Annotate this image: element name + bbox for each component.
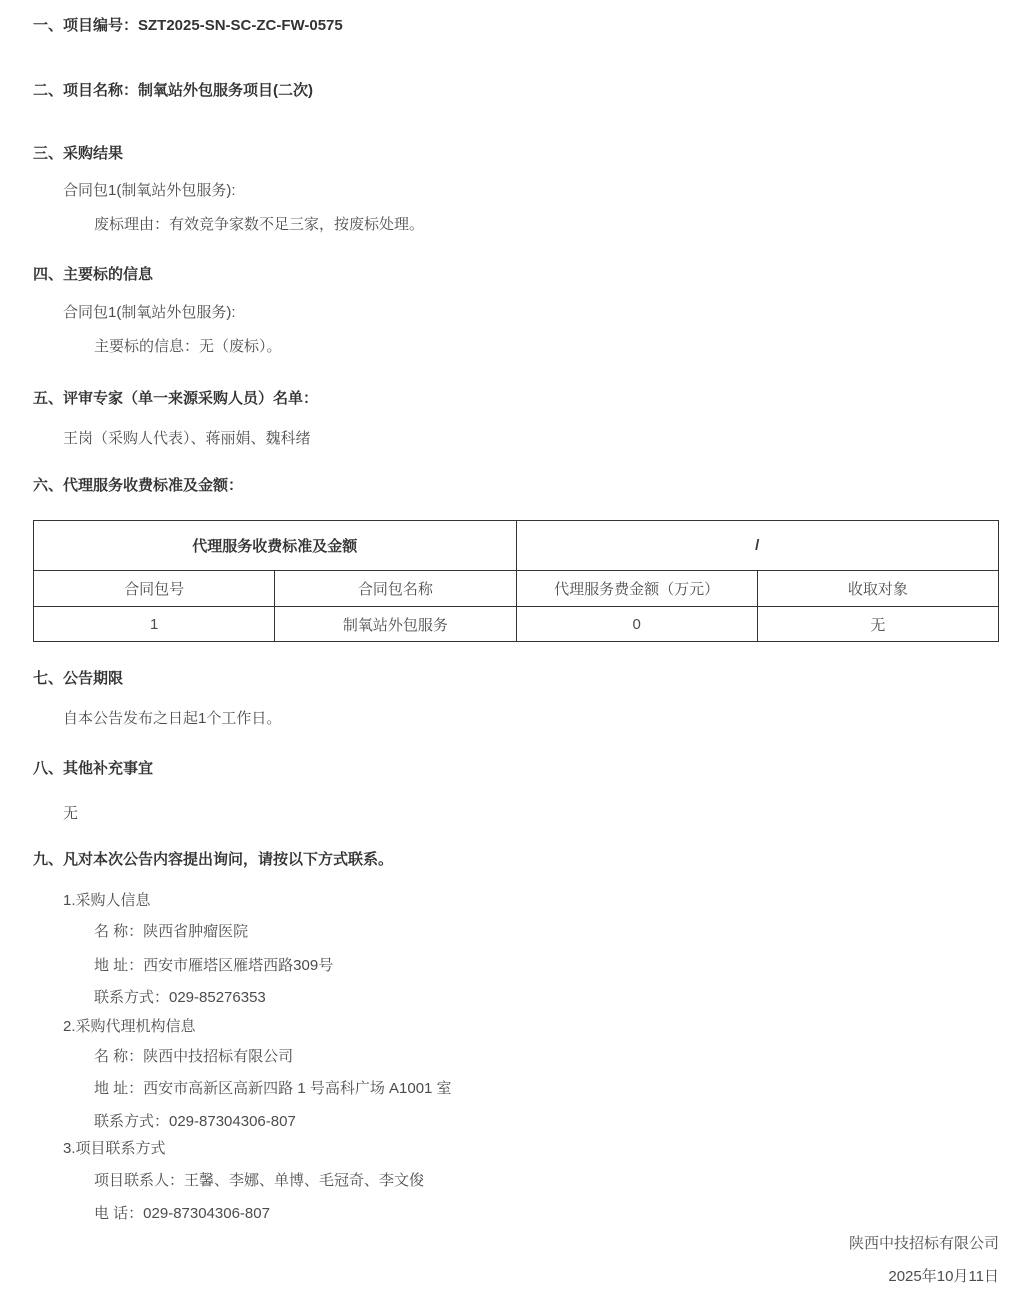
section-8-body: 无 [63, 805, 79, 822]
section-5-expert-names: 王岗（采购人代表）、蒋丽娟、魏科绪 [63, 430, 311, 447]
section-7-heading: 七、公告期限 [33, 670, 124, 687]
section-8-heading: 八、其他补充事宜 [33, 760, 154, 777]
section-4-package-line: 合同包1(制氧站外包服务): [63, 304, 236, 321]
section-9-heading: 九、凡对本次公告内容提出询问，请按以下方式联系。 [33, 851, 394, 868]
section-3-package-line: 合同包1(制氧站外包服务): [63, 182, 236, 199]
purchaser-info-title: 1.采购人信息 [63, 892, 151, 909]
agency-info-title: 2.采购代理机构信息 [63, 1018, 196, 1035]
footer-date: 2025年10月11日 [888, 1268, 999, 1285]
purchaser-name: 名 称：陕西省肿瘤医院 [94, 923, 249, 940]
agency-phone: 联系方式：029-87304306-807 [94, 1113, 296, 1130]
section-7-body: 自本公告发布之日起1个工作日。 [63, 710, 282, 727]
table-merged-header-left: 代理服务收费标准及金额 [34, 521, 517, 571]
project-contact-title: 3.项目联系方式 [63, 1140, 166, 1157]
cell-package-name: 制氧站外包服务 [275, 607, 516, 642]
footer-company-name: 陕西中技招标有限公司 [848, 1235, 999, 1252]
table-row [34, 607, 999, 642]
section-5-heading: 五、评审专家（单一来源采购人员）名单： [33, 390, 319, 407]
cell-package-number: 1 [34, 607, 275, 642]
project-contact-names: 项目联系人：王馨、李娜、单博、毛冠奇、李文俊 [94, 1172, 425, 1189]
col-header-fee-amount: 代理服务费金额（万元） [516, 571, 757, 607]
section-4-info-line: 主要标的信息：无（废标）。 [94, 338, 282, 355]
section-2-project-name: 二、项目名称：制氧站外包服务项目(二次) [33, 82, 313, 99]
cell-fee-payer: 无 [757, 607, 998, 642]
table-merged-header-row [34, 521, 999, 571]
purchaser-phone: 联系方式：029-85276353 [94, 989, 266, 1006]
col-header-package-number: 合同包号 [34, 571, 275, 607]
agency-name: 名 称：陕西中技招标有限公司 [94, 1048, 294, 1065]
purchaser-address: 地 址：西安市雁塔区雁塔西路309号 [94, 957, 334, 974]
section-1-project-number: 一、项目编号：SZT2025-SN-SC-ZC-FW-0575 [33, 17, 343, 34]
section-4-heading: 四、主要标的信息 [33, 266, 154, 283]
table-column-header-row [34, 571, 999, 607]
table-merged-header-right: / [516, 521, 999, 571]
agency-address: 地 址：西安市高新区高新四路 1 号高科广场 A1001 室 [94, 1080, 452, 1097]
section-3-reason-line: 废标理由：有效竞争家数不足三家，按废标处理。 [94, 216, 425, 233]
project-contact-phone: 电 话：029-87304306-807 [94, 1205, 270, 1222]
agency-fee-table [33, 520, 999, 642]
col-header-package-name: 合同包名称 [275, 571, 516, 607]
section-6-heading: 六、代理服务收费标准及金额： [33, 477, 244, 494]
col-header-fee-payer: 收取对象 [757, 571, 998, 607]
cell-fee-amount: 0 [516, 607, 757, 642]
section-3-heading: 三、采购结果 [33, 145, 124, 162]
